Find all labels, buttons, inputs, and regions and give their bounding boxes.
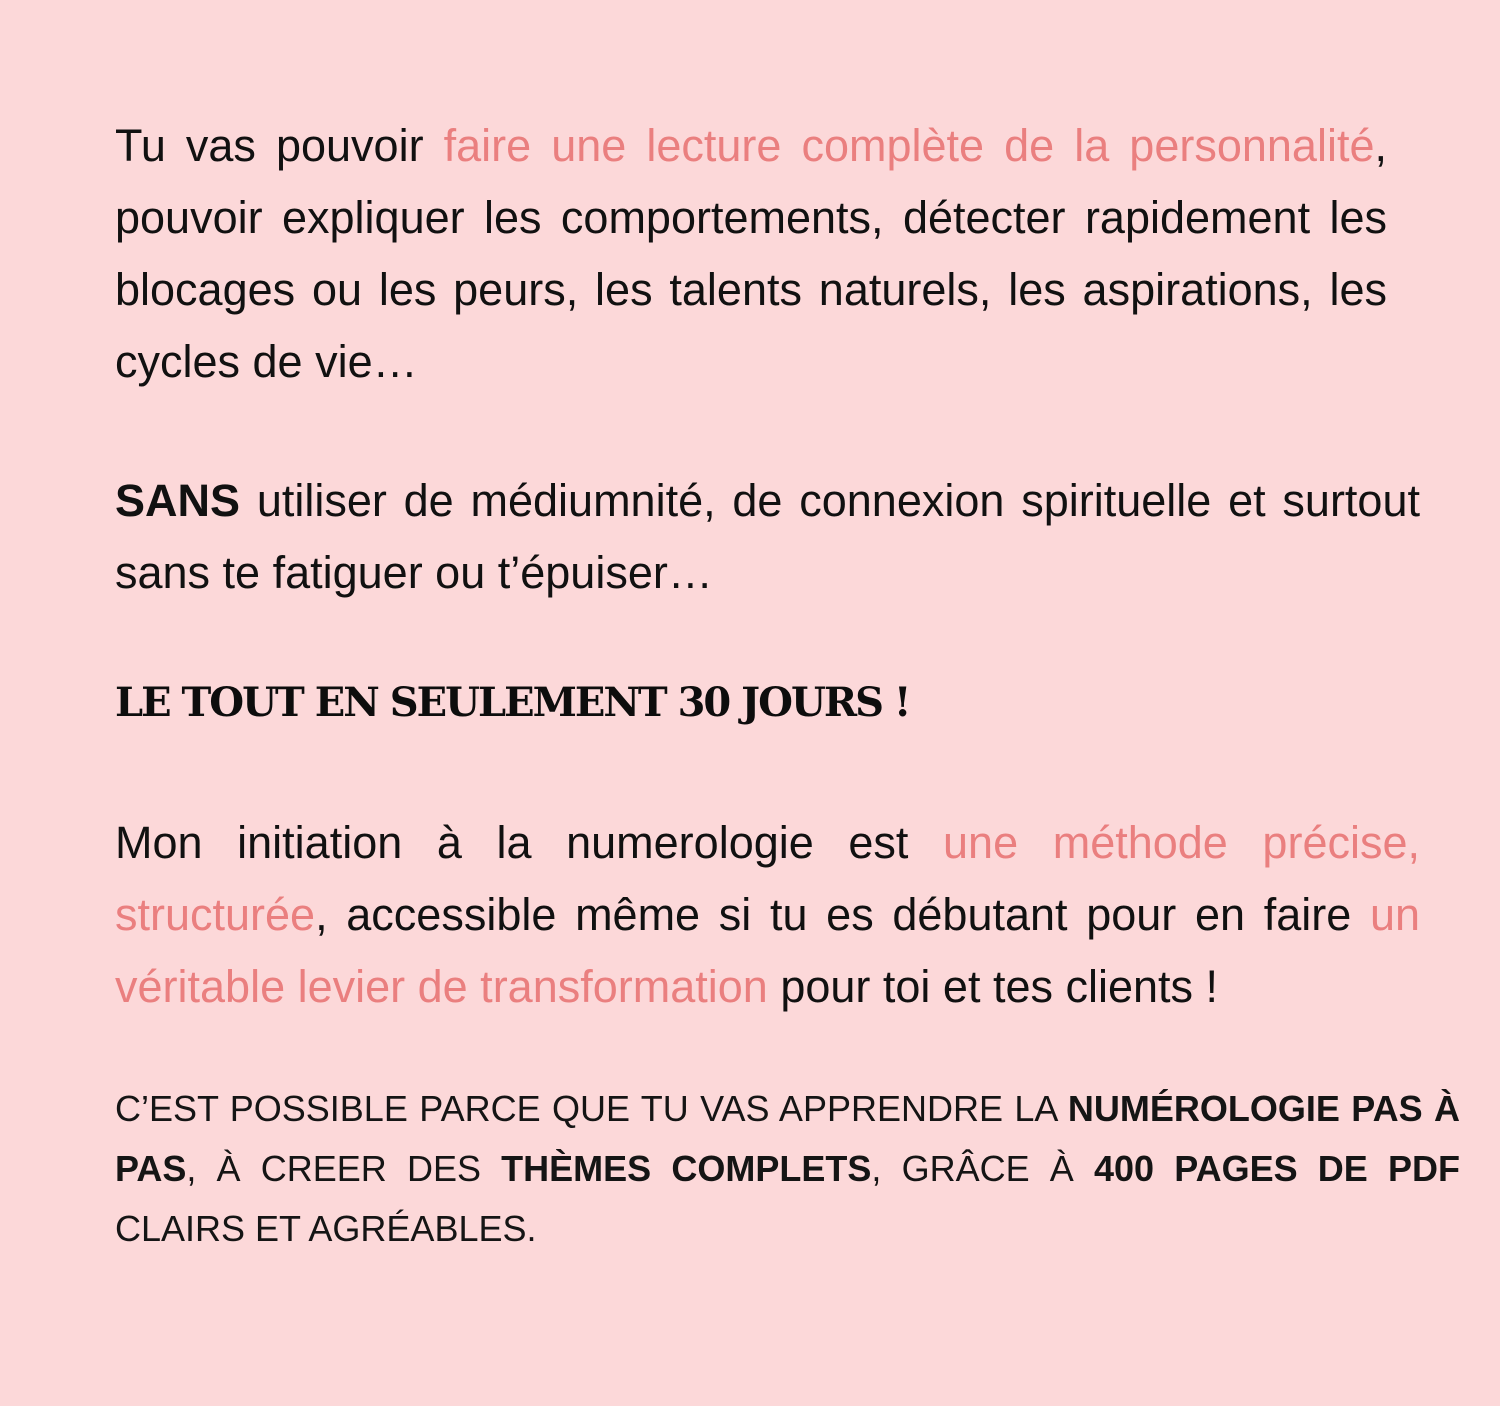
- paragraph-sans: [115, 465, 1420, 609]
- method-text-3: pour toi et tes clients !: [767, 961, 1219, 1012]
- possible-bold-2: THÈMES COMPLETS: [501, 1148, 872, 1189]
- paragraph-method: [115, 807, 1420, 1023]
- possible-text-3: , GRÂCE À: [871, 1148, 1094, 1189]
- possible-text-4: CLAIRS ET AGRÉABLES.: [115, 1208, 537, 1249]
- possible-bold-1: NUMÉROLOGIE PAS À PAS: [115, 1088, 1460, 1189]
- possible-text-1: C’EST POSSIBLE PARCE QUE TU VAS APPRENDRE LA: [115, 1088, 1068, 1129]
- intro-text-1: Tu vas pouvoir: [115, 120, 444, 171]
- paragraph-intro: [115, 110, 1387, 398]
- intro-text-2: , pouvoir expliquer les comportements, détecter rapidement les blocages ou les peurs, les talents naturels, les aspirations, les cycles de vie…: [115, 120, 1387, 387]
- sans-text: utiliser de médiumnité, de connexion spirituelle et surtout sans te fatiguer ou t’épuiser…: [115, 475, 1420, 598]
- possible-bold-3: 400 PAGES DE PDF: [1094, 1148, 1461, 1189]
- headline-30-days: LE TOUT EN SEULEMENT 30 JOURS !: [115, 679, 910, 726]
- main-content: [115, 110, 1461, 1259]
- possible-text-2: , À CREER DES: [186, 1148, 502, 1189]
- paragraph-possible: [115, 1079, 1460, 1259]
- method-text-2: , accessible même si tu es débutant pour en faire: [315, 889, 1370, 940]
- method-highlight-2: un véritable levier de transformation: [115, 889, 1420, 1012]
- sans-bold: SANS: [115, 475, 241, 526]
- method-highlight-1: une méthode précise, structurée: [115, 817, 1420, 940]
- intro-highlight: faire une lecture complète de la personnalité: [443, 120, 1375, 171]
- method-text-1: Mon initiation à la numerologie est: [115, 817, 944, 868]
